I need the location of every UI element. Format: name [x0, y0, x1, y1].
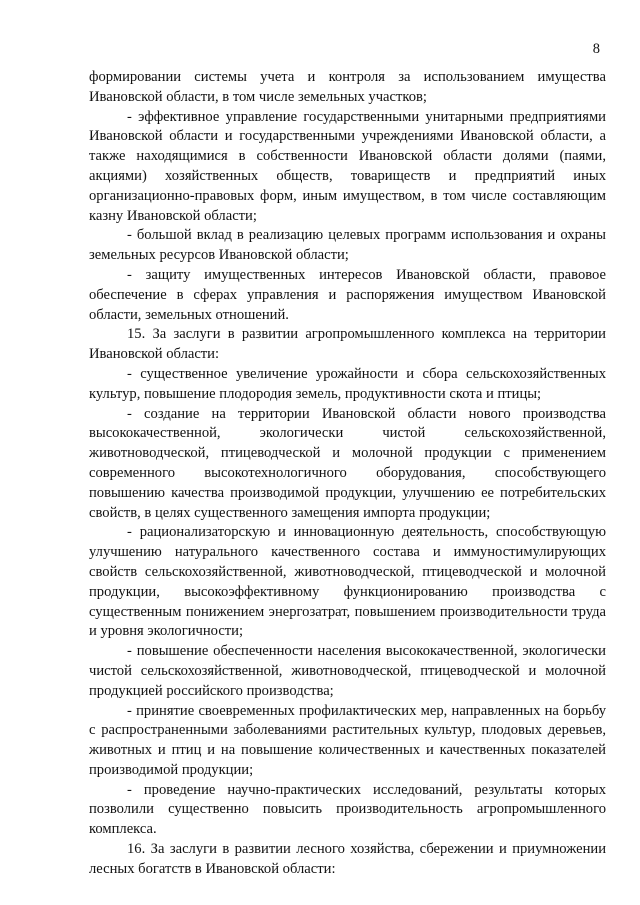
list-item-innovation: - рационализаторскую и инновационную деятельность, способствующую улучшению натурального качественного состава и иммуностимулирующих свойств сельскохозяйственной, животноводческой, птицеводческой и молочной продукции, высокоэффективному функционированию производства с существенным понижением энергозатрат, повышением производительности труда и уровня экологичности; — [89, 524, 606, 640]
list-item-research: - проведение научно-практических исследований, результаты которых позволили существенно повысить производительность агропромышленного комплекса. — [89, 781, 606, 838]
list-item-effective-management: - эффективное управление государственными унитарными предприятиями Ивановской области и государственными учреждениями Ивановской области, а также находящимися в собственности Ивановской области долями (паями, акциями) хозяйственных обществ, товариществ и предприятий иных организационно-правовых форм, иным имуществом, в том числе составляющим казну Ивановской области; — [89, 108, 606, 224]
list-item-land-programs: - большой вклад в реализацию целевых программ использования и охраны земельных ресурсов Ивановской области; — [89, 227, 606, 264]
section-16-heading: 16. За заслуги в развитии лесного хозяйства, сбережении и приумножении лесных богатств в Ивановской области: — [89, 841, 606, 877]
document-body — [89, 68, 606, 880]
list-item-yield-increase: - существенное увеличение урожайности и сбора сельскохозяйственных культур, повышение плодородия земель, продуктивности скота и птицы; — [89, 365, 606, 402]
list-item-property-protection: - защиту имущественных интересов Ивановской области, правовое обеспечение в сферах управления и распоряжения имуществом Ивановской области, земельных отношений. — [89, 266, 606, 323]
list-item-supply: - повышение обеспеченности населения высококачественной, экологически чистой сельскохозяйственной, животноводческой, птицеводческой и молочной продукцией российского производства; — [89, 643, 606, 699]
section-15-heading: 15. За заслуги в развитии агропромышленного комплекса на территории Ивановской области: — [89, 326, 606, 363]
list-item-new-production: - создание на территории Ивановской области нового производства высококачественной, экологически чистой сельскохозяйственной, животноводческой, птицеводческой и молочной продукции с применением современного высокотехнологичного оборудования, способствующего повышению качества производимой продукции, улучшению ее потребительских свойств, в целях существенного замещения импорта продукции; — [89, 405, 606, 521]
page-number: 8 — [592, 41, 600, 57]
paragraph-continuation: формировании системы учета и контроля за использованием имущества Ивановской области, в том числе земельных участков; — [89, 69, 606, 105]
list-item-disease-prevention: - принятие своевременных профилактических мер, направленных на борьбу с распространенными заболеваниями растительных культур, плодовых деревьев, животных и птиц и на повышение количественных и качественных показателей производимой продукции; — [89, 702, 606, 778]
